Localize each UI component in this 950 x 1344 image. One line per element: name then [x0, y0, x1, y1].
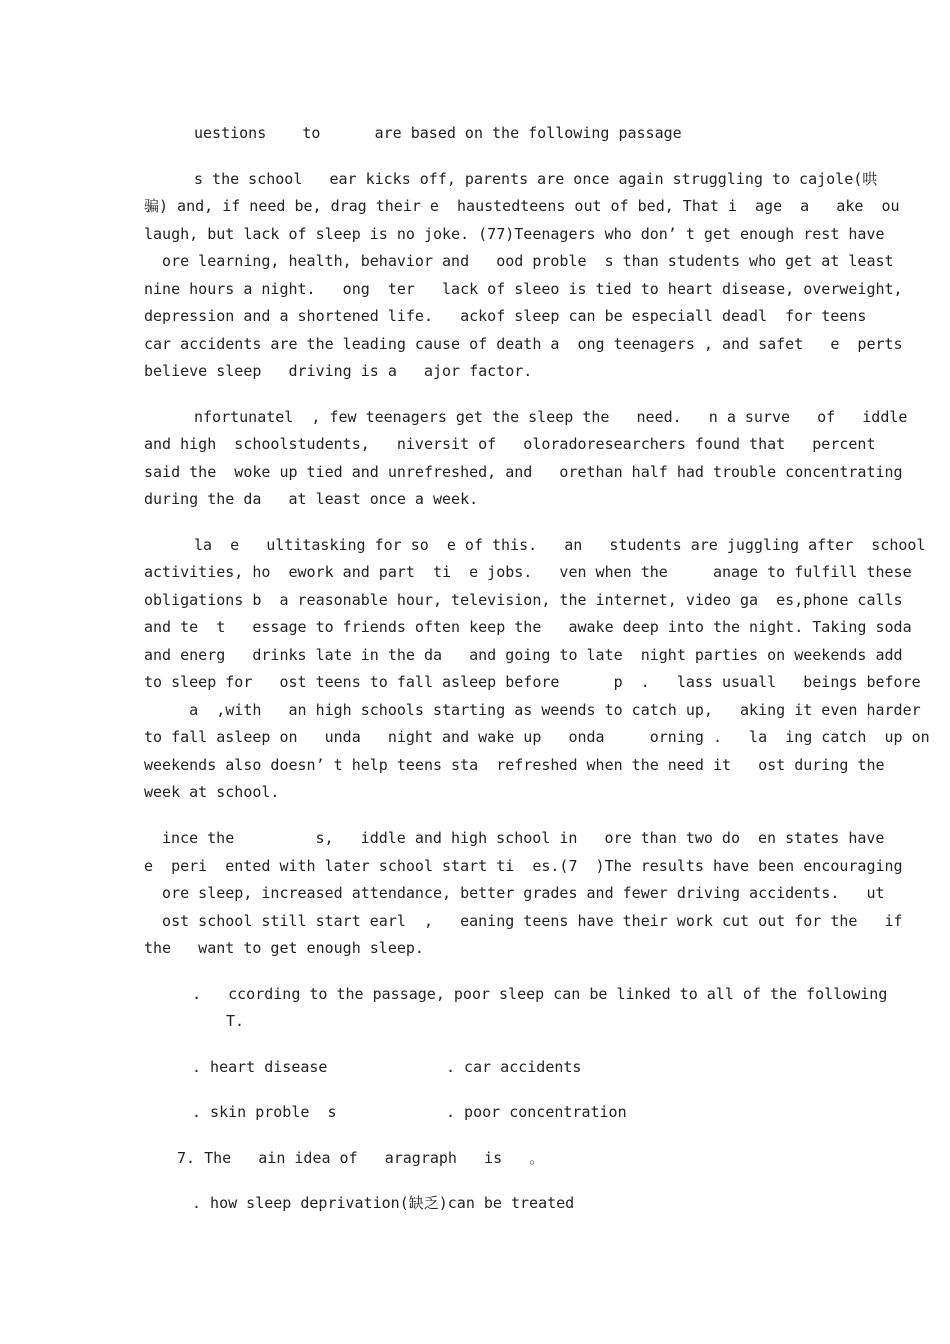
paragraph-line: car accidents are the leading cause of death a ong teenagers , and safet e perts	[144, 335, 903, 353]
paragraph-line: laugh, but lack of sleep is no joke. (77)Teenagers who don’ t get enough rest have	[144, 225, 885, 243]
paragraph-line: nfortunatel , few teenagers get the sleep the need. n a surve of iddle	[194, 408, 908, 426]
option-c: . skin proble s	[192, 1103, 337, 1121]
paragraph-line: ost school still start earl , eaning teens have their work cut out for the if	[144, 912, 903, 930]
paragraph-line: and te t essage to friends often keep the awake deep into the night. Taking soda	[144, 618, 912, 636]
option-a: . how sleep deprivation(缺乏)can be treated	[192, 1194, 575, 1212]
paragraph-line: 骗) and, if need be, drag their e haustedteens out of bed, That i age a ake ou	[144, 197, 900, 215]
paragraph-line: ore sleep, increased attendance, better grades and fewer driving accidents. ut	[144, 884, 885, 902]
paragraph-line: to fall asleep on unda night and wake up onda orning . la ing catch up on	[144, 728, 930, 746]
question-stem-continued: T.	[226, 1012, 245, 1030]
question-stem: 7. The ain idea of aragraph is 。	[177, 1149, 545, 1167]
paragraph-line: nine hours a night. ong ter lack of sleeo is tied to heart disease, overweight,	[144, 280, 903, 298]
paragraph-line: weekends also doesn’ t help teens sta refreshed when the need it ost during the	[144, 756, 885, 774]
paragraph-line: believe sleep driving is a ajor factor.	[144, 362, 533, 380]
paragraph-line: the want to get enough sleep.	[144, 939, 424, 957]
paragraph-line: during the da at least once a week.	[144, 490, 479, 508]
passage-heading: uestions to are based on the following passage	[194, 124, 682, 142]
paragraph-line: ince the s, iddle and high school in ore than two do en states have	[162, 829, 885, 847]
paragraph-line: s the school ear kicks off, parents are once again struggling to cajole(哄	[194, 170, 878, 188]
paragraph-line: obligations b a reasonable hour, television, the internet, video ga es,phone calls	[144, 591, 903, 609]
option-b: . car accidents	[446, 1058, 582, 1076]
paragraph-line: ore learning, health, behavior and ood proble s than students who get at least	[144, 252, 894, 270]
paragraph-line: la e ultitasking for so e of this. an students are juggling after school	[194, 536, 926, 554]
paragraph-line: week at school.	[144, 783, 280, 801]
option-a: . heart disease	[192, 1058, 328, 1076]
paragraph-line: depression and a shortened life. ackof sleep can be especiall deadl for teens	[144, 307, 867, 325]
paragraph-line: said the woke up tied and unrefreshed, and orethan half had trouble concentrating	[144, 463, 903, 481]
option-d: . poor concentration	[446, 1103, 627, 1121]
paragraph-line: activities, ho ework and part ti e jobs. ven when the anage to fulfill these	[144, 563, 912, 581]
paragraph-line: and energ drinks late in the da and going to late night parties on weekends add	[144, 646, 903, 664]
paragraph-line: and high schoolstudents, niversit of oloradoresearchers found that percent	[144, 435, 876, 453]
paragraph-line: a ,with an high schools starting as weends to catch up, aking it even harder	[144, 701, 921, 719]
paragraph-line: to sleep for ost teens to fall asleep before p . lass usuall beings before	[144, 673, 921, 691]
paragraph-line: e peri ented with later school start ti es.(7 )The results have been encouraging	[144, 857, 903, 875]
question-stem: . ccording to the passage, poor sleep can be linked to all of the following	[192, 985, 888, 1003]
